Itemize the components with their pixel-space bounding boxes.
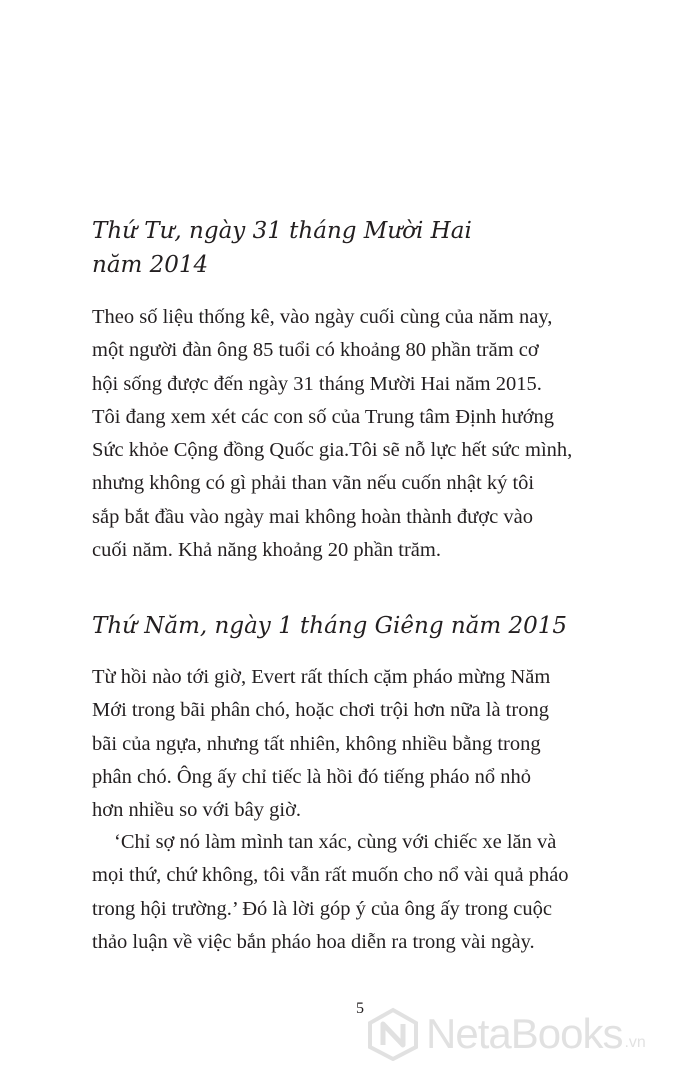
text-line: sắp bắt đầu vào ngày mai không hoàn thành được vào [92, 505, 533, 528]
text-line: ‘Chỉ sợ nó làm mình tan xác, cùng với chiếc xe lăn và [114, 831, 557, 853]
entry-paragraph [92, 301, 612, 567]
text-line: nhưng không có gì phải than vãn nếu cuốn nhật ký tôi [92, 472, 535, 495]
text-line: mọi thứ, chứ không, tôi vẫn rất muốn cho nổ vài quả pháo [92, 864, 569, 887]
text-line: trong hội trường.’ Đó là lời góp ý của ông ấy trong cuộc [92, 897, 552, 920]
text-line: cuối năm. Khả năng khoảng 20 phần trăm. [92, 539, 441, 562]
text-line: một người đàn ông 85 tuổi có khoảng 80 phần trăm cơ [92, 339, 539, 362]
heading-line: Thứ Tư, ngày 31 tháng Mười Hai [92, 218, 472, 244]
entry-heading-dec-31 [92, 214, 622, 282]
entry-paragraph [92, 661, 612, 827]
heading-line: năm 2014 [92, 252, 209, 278]
text-line: thảo luận về việc bắn pháo hoa diễn ra trong vài ngày. [92, 930, 535, 953]
text-line: hơn nhiều so với bây giờ. [92, 799, 302, 822]
watermark-text: NetaBooks [426, 1010, 623, 1057]
page-number: 5 [356, 1000, 364, 1017]
text-line: bãi của ngựa, nhưng tất nhiên, không nhiều bằng trong [92, 732, 541, 755]
watermark-suffix: .vn [624, 1034, 646, 1051]
heading-line: Thứ Năm, ngày 1 tháng Giêng năm 2015 [92, 613, 568, 639]
entry-paragraph [92, 826, 612, 959]
netabooks-watermark [366, 1004, 696, 1064]
text-line: Mới trong bãi phân chó, hoặc chơi trội hơn nữa là trong [92, 699, 549, 722]
text-line: Theo số liệu thống kê, vào ngày cuối cùng của năm nay, [92, 306, 553, 328]
entry-heading-jan-1 [92, 609, 622, 643]
text-line: Tôi đang xem xét các con số của Trung tâm Định hướng [92, 405, 555, 428]
netabooks-logo-icon [366, 1007, 420, 1061]
text-line: Từ hồi nào tới giờ, Evert rất thích cặm pháo mừng Năm [92, 666, 551, 688]
text-line: hội sống được đến ngày 31 tháng Mười Hai năm 2015. [92, 372, 542, 395]
text-line: Sức khỏe Cộng đồng Quốc gia.Tôi sẽ nỗ lực hết sức mình, [92, 439, 573, 462]
text-line: phân chó. Ông ấy chỉ tiếc là hồi đó tiếng pháo nổ nhỏ [92, 765, 531, 788]
